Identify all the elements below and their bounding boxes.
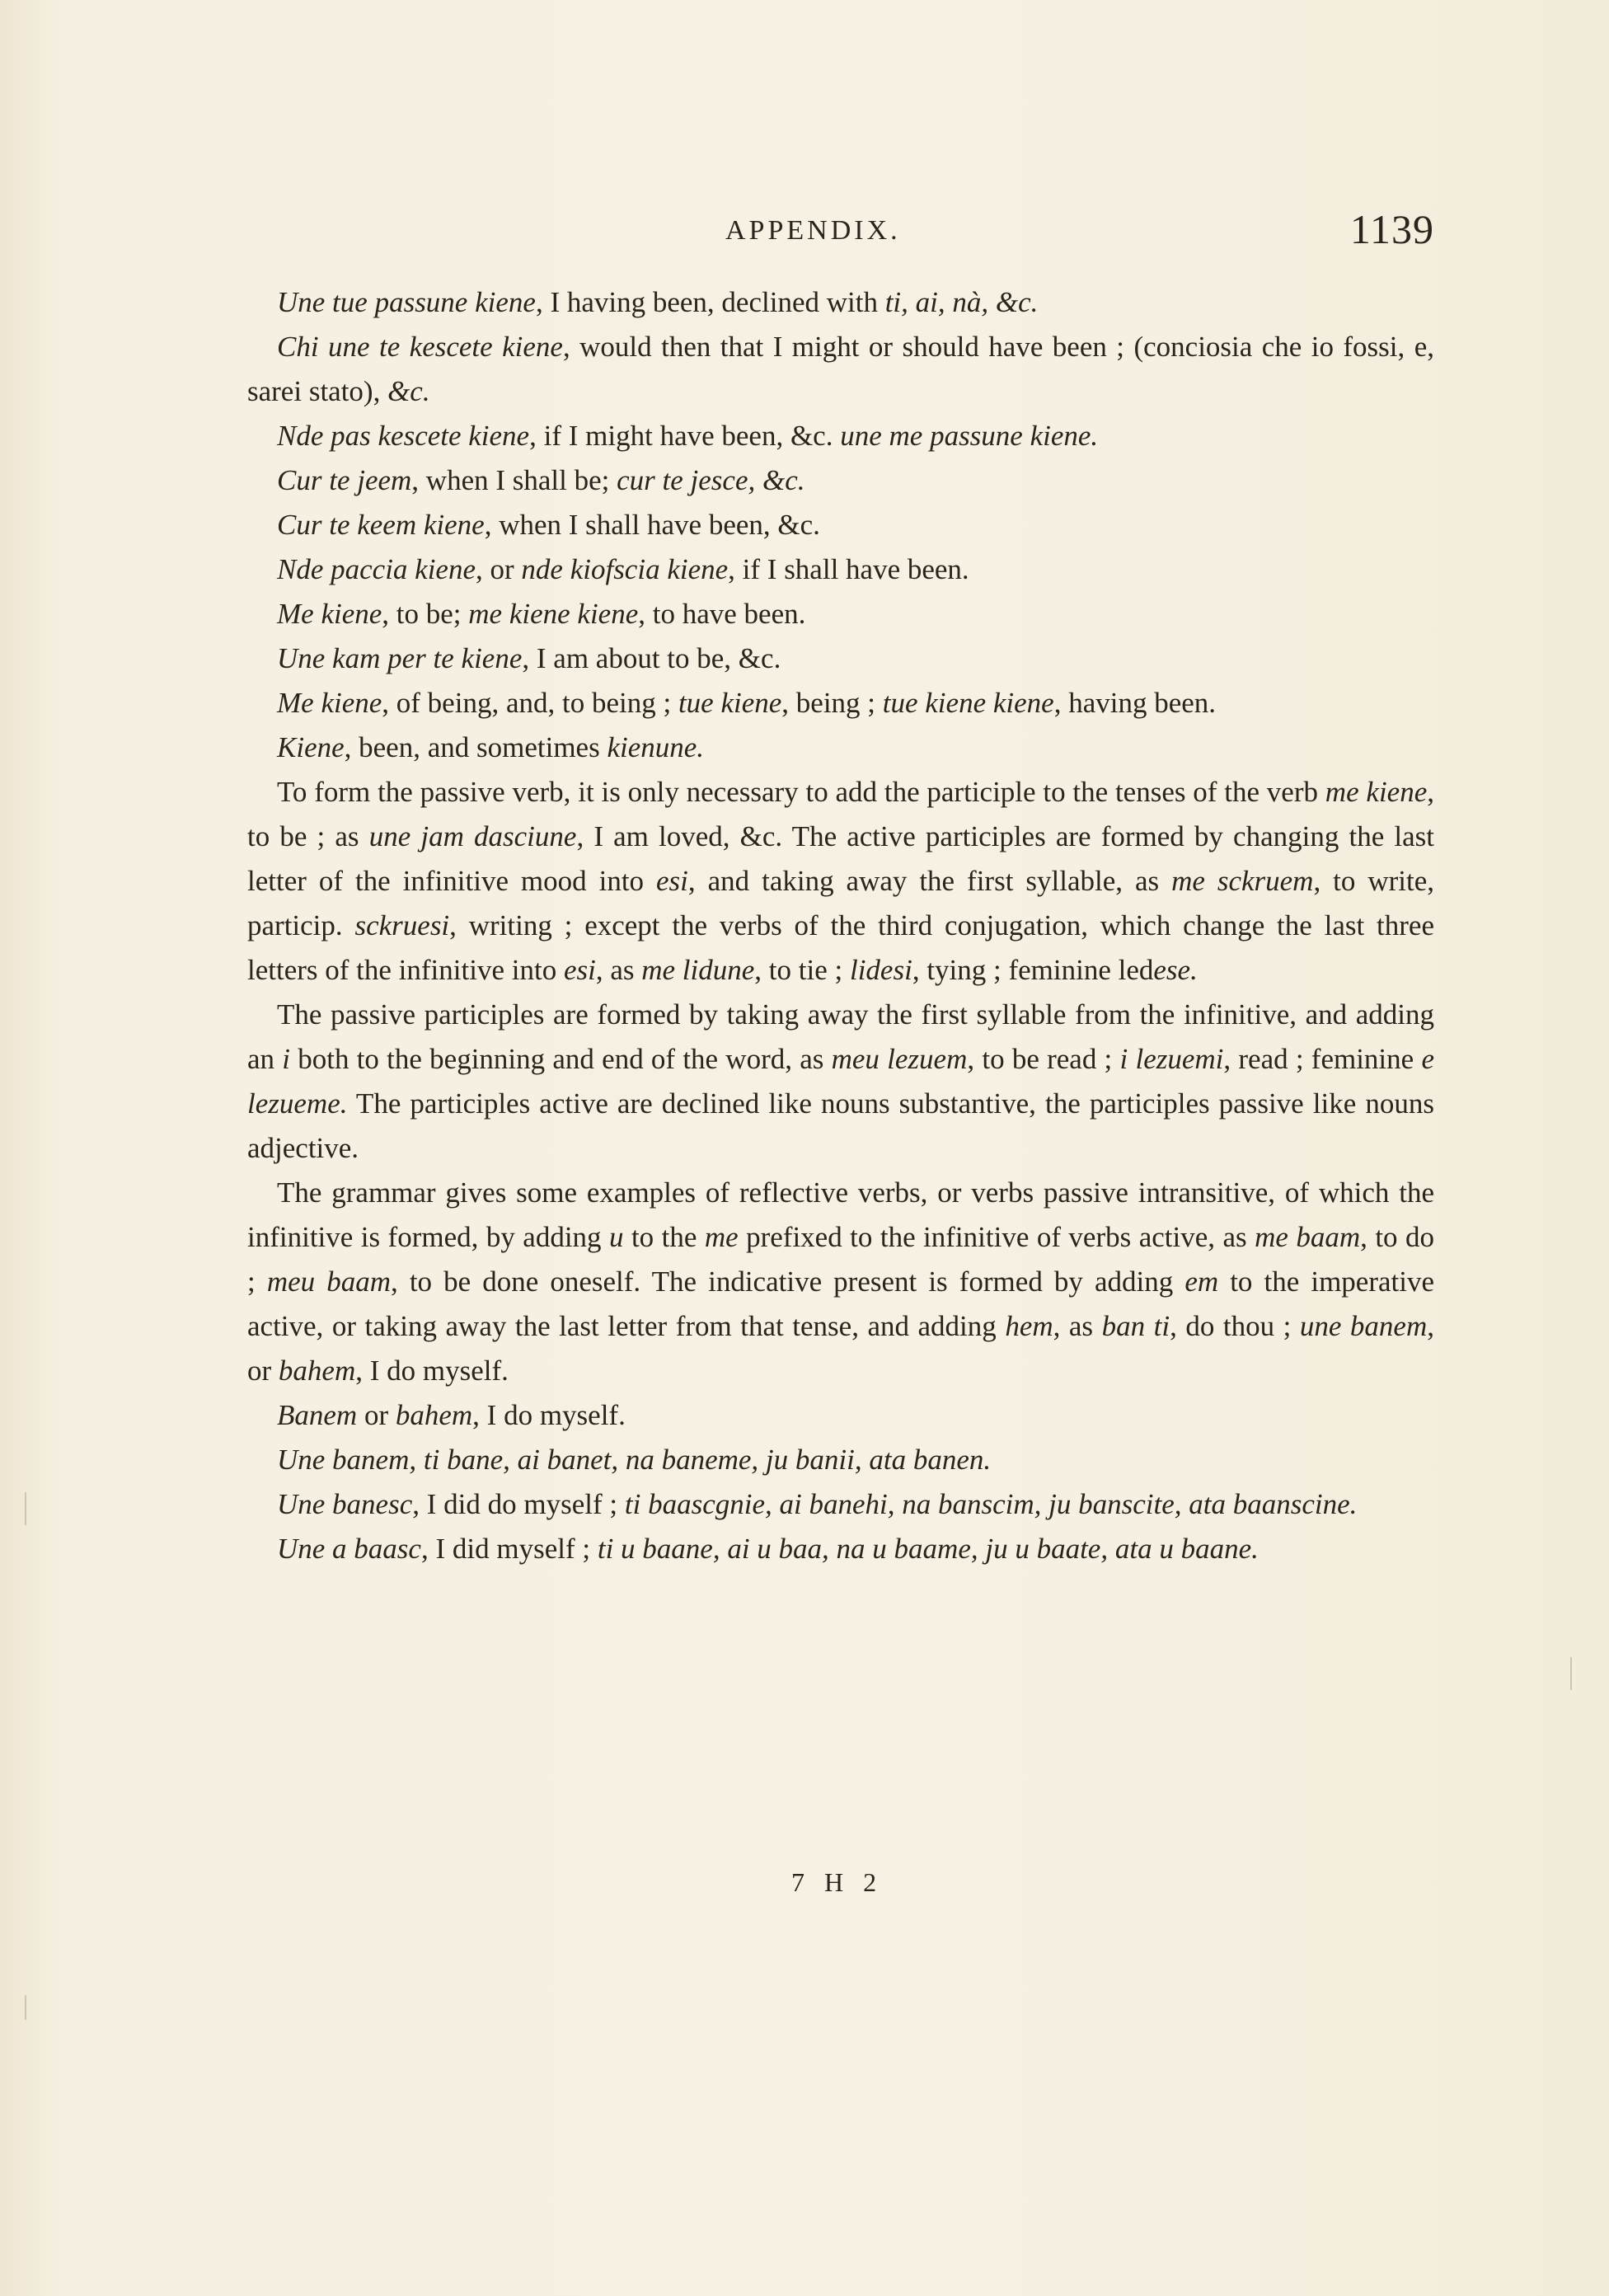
text-run: , to write, particip.: [247, 865, 1434, 941]
text-run: , to have been.: [638, 598, 806, 630]
text-run: , I having been, declined with: [535, 286, 885, 318]
italic-text: esi: [563, 954, 596, 986]
body-line: [247, 1482, 1434, 1527]
text-run: , tying ; feminine led: [912, 954, 1154, 986]
italic-text: une jam dasciune: [368, 820, 577, 852]
body-line: [247, 592, 1434, 636]
italic-text: ban ti: [1101, 1310, 1170, 1342]
text-run: or: [357, 1399, 396, 1431]
body-paragraph: [247, 993, 1434, 1171]
margin-mark: [25, 1995, 26, 2020]
text-run: To form the passive verb, it is only necessary to add the participle to the tenses of the verb: [277, 776, 1325, 808]
italic-text: bahem: [395, 1399, 473, 1431]
italic-text: une me passune kiene.: [840, 420, 1099, 452]
text-run: , to be read ;: [967, 1043, 1120, 1075]
italic-text: Cur te keem kiene: [277, 509, 485, 541]
italic-text: me kiene kiene: [468, 598, 639, 630]
body-line: [247, 681, 1434, 725]
italic-text: Chi une te kescete kiene: [277, 331, 563, 363]
italic-text: me sckruem: [1171, 865, 1314, 897]
italic-text: me: [704, 1221, 739, 1253]
text-run: , or: [476, 553, 522, 585]
italic-text: meu lezuem: [831, 1043, 968, 1075]
text-run: , I am loved, &c. The active participles are formed by changing the last letter of the infinitive mood into: [247, 820, 1434, 897]
body-line: [247, 725, 1434, 770]
text-run: , to do ;: [247, 1221, 1434, 1298]
text-run: , or: [247, 1310, 1434, 1387]
italic-text: e lezueme.: [247, 1043, 1434, 1120]
italic-text: Nde pas kescete kiene: [277, 420, 530, 452]
body-line: [247, 503, 1434, 547]
text-run: , to be done oneself. The indicative present is formed by adding: [390, 1265, 1185, 1298]
italic-text: Nde paccia kiene: [277, 553, 476, 585]
running-head: APPENDIX.: [725, 215, 901, 246]
italic-text: i lezuemi: [1119, 1043, 1224, 1075]
italic-text: Une banesc: [277, 1488, 413, 1520]
italic-text: lidesi: [849, 954, 912, 986]
italic-text: Kiene: [277, 731, 345, 763]
text-run: , as: [1053, 1310, 1102, 1342]
page-number: 1139: [1349, 206, 1434, 252]
italic-text: meu baam: [266, 1265, 391, 1298]
italic-text: Banem: [277, 1399, 358, 1431]
body-line: [247, 1393, 1434, 1438]
body-paragraph: [247, 770, 1434, 993]
text-run: , being ;: [781, 687, 883, 719]
body-line: [247, 325, 1434, 414]
body-line: [247, 547, 1434, 592]
text-run: , as: [595, 954, 642, 986]
italic-text: me baam: [1255, 1221, 1361, 1253]
italic-text: esi: [656, 865, 688, 897]
text-run: , having been.: [1053, 687, 1217, 719]
margin-mark: [1570, 1657, 1572, 1690]
italic-text: ti, ai, nà, &c.: [884, 286, 1039, 318]
text-run: , do thou ;: [1170, 1310, 1300, 1342]
italic-text: em: [1184, 1265, 1219, 1298]
body-line: [247, 280, 1434, 325]
text-run: , when I shall have been, &c.: [484, 509, 820, 541]
text-run: , been, and sometimes: [344, 731, 607, 763]
text-run: The grammar gives some examples of reflective verbs, or verbs passive intransitive, of which the infinitive is formed, by adding: [247, 1176, 1434, 1253]
italic-text: hem: [1005, 1310, 1053, 1342]
text-run: both to the beginning and end of the word, as: [290, 1043, 832, 1075]
text-run: The passive participles are formed by taking away the first syllable from the infinitive, and adding an: [247, 998, 1434, 1075]
signature-mark: 7 H 2: [791, 1867, 884, 1897]
italic-text: Cur te jeem: [277, 464, 412, 496]
italic-text: ti u baane, ai u baa, na u baame, ju u baate, ata u baane.: [597, 1533, 1259, 1565]
text-run: to the: [623, 1221, 705, 1253]
italic-text: ese.: [1153, 954, 1198, 986]
text-run: prefixed to the infinitive of verbs active, as: [738, 1221, 1255, 1253]
text-run: , to be;: [382, 598, 469, 630]
italic-text: tue kiene kiene: [882, 687, 1054, 719]
italic-text: me kiene: [1325, 776, 1428, 808]
body-paragraph: [247, 1171, 1434, 1393]
text-run: , if I shall have been.: [728, 553, 969, 585]
text-run: to the imperative active, or taking away the last letter from that tense, and adding: [247, 1265, 1434, 1342]
italic-text: Une tue passune kiene: [277, 286, 536, 318]
italic-text: Me kiene: [277, 598, 382, 630]
page-header: [247, 206, 1434, 260]
italic-text: Une kam per te kiene: [277, 642, 523, 674]
italic-text: bahem: [278, 1355, 356, 1387]
italic-text: cur te jesce, &c.: [617, 464, 805, 496]
text-run: , to tie ;: [754, 954, 850, 986]
text-run: , I am about to be, &c.: [522, 642, 781, 674]
italic-text: u: [609, 1221, 624, 1253]
italic-text: Une a baasc: [277, 1533, 421, 1565]
page-body: [247, 280, 1434, 1571]
margin-mark: [25, 1492, 26, 1525]
italic-text: &c.: [387, 375, 430, 407]
body-line: [247, 636, 1434, 681]
body-line: [247, 458, 1434, 503]
italic-text: i: [282, 1043, 291, 1075]
text-run: , if I might have been, &c.: [529, 420, 841, 452]
italic-text: Une banem, ti bane, ai banet, na baneme, ju banii, ata banen.: [277, 1444, 992, 1476]
italic-text: Me kiene: [277, 687, 382, 719]
text-run: , I did myself ;: [420, 1533, 598, 1565]
italic-text: une banem: [1299, 1310, 1428, 1342]
body-line: [247, 414, 1434, 458]
text-run: , I do myself.: [472, 1399, 626, 1431]
italic-text: me lidune: [641, 954, 755, 986]
italic-text: sckruesi: [354, 909, 450, 941]
text-run: , I did do myself ;: [412, 1488, 625, 1520]
text-run: , to be ; as: [247, 776, 1434, 852]
italic-text: tue kiene: [678, 687, 782, 719]
text-run: , I do myself.: [355, 1355, 509, 1387]
text-run: , and taking away the first syllable, as: [687, 865, 1172, 897]
body-line: [247, 1438, 1434, 1482]
text-run: , of being, and, to being ;: [382, 687, 678, 719]
italic-text: ti baascgnie, ai banehi, na banscim, ju banscite, ata baanscine.: [624, 1488, 1358, 1520]
text-run: , would then that I might or should have been ; (conciosia che io fossi, e, sarei stato),: [247, 331, 1434, 407]
text-run: The participles active are declined like nouns substantive, the participles passive like nouns adjective.: [247, 1087, 1434, 1164]
text-run: , writing ; except the verbs of the third conjugation, which change the last three letters of the infinitive into: [247, 909, 1434, 986]
text-run: , when I shall be;: [411, 464, 617, 496]
text-run: , read ; feminine: [1223, 1043, 1422, 1075]
italic-text: kienune.: [607, 731, 705, 763]
body-line: [247, 1527, 1434, 1571]
italic-text: nde kiofscia kiene: [521, 553, 729, 585]
